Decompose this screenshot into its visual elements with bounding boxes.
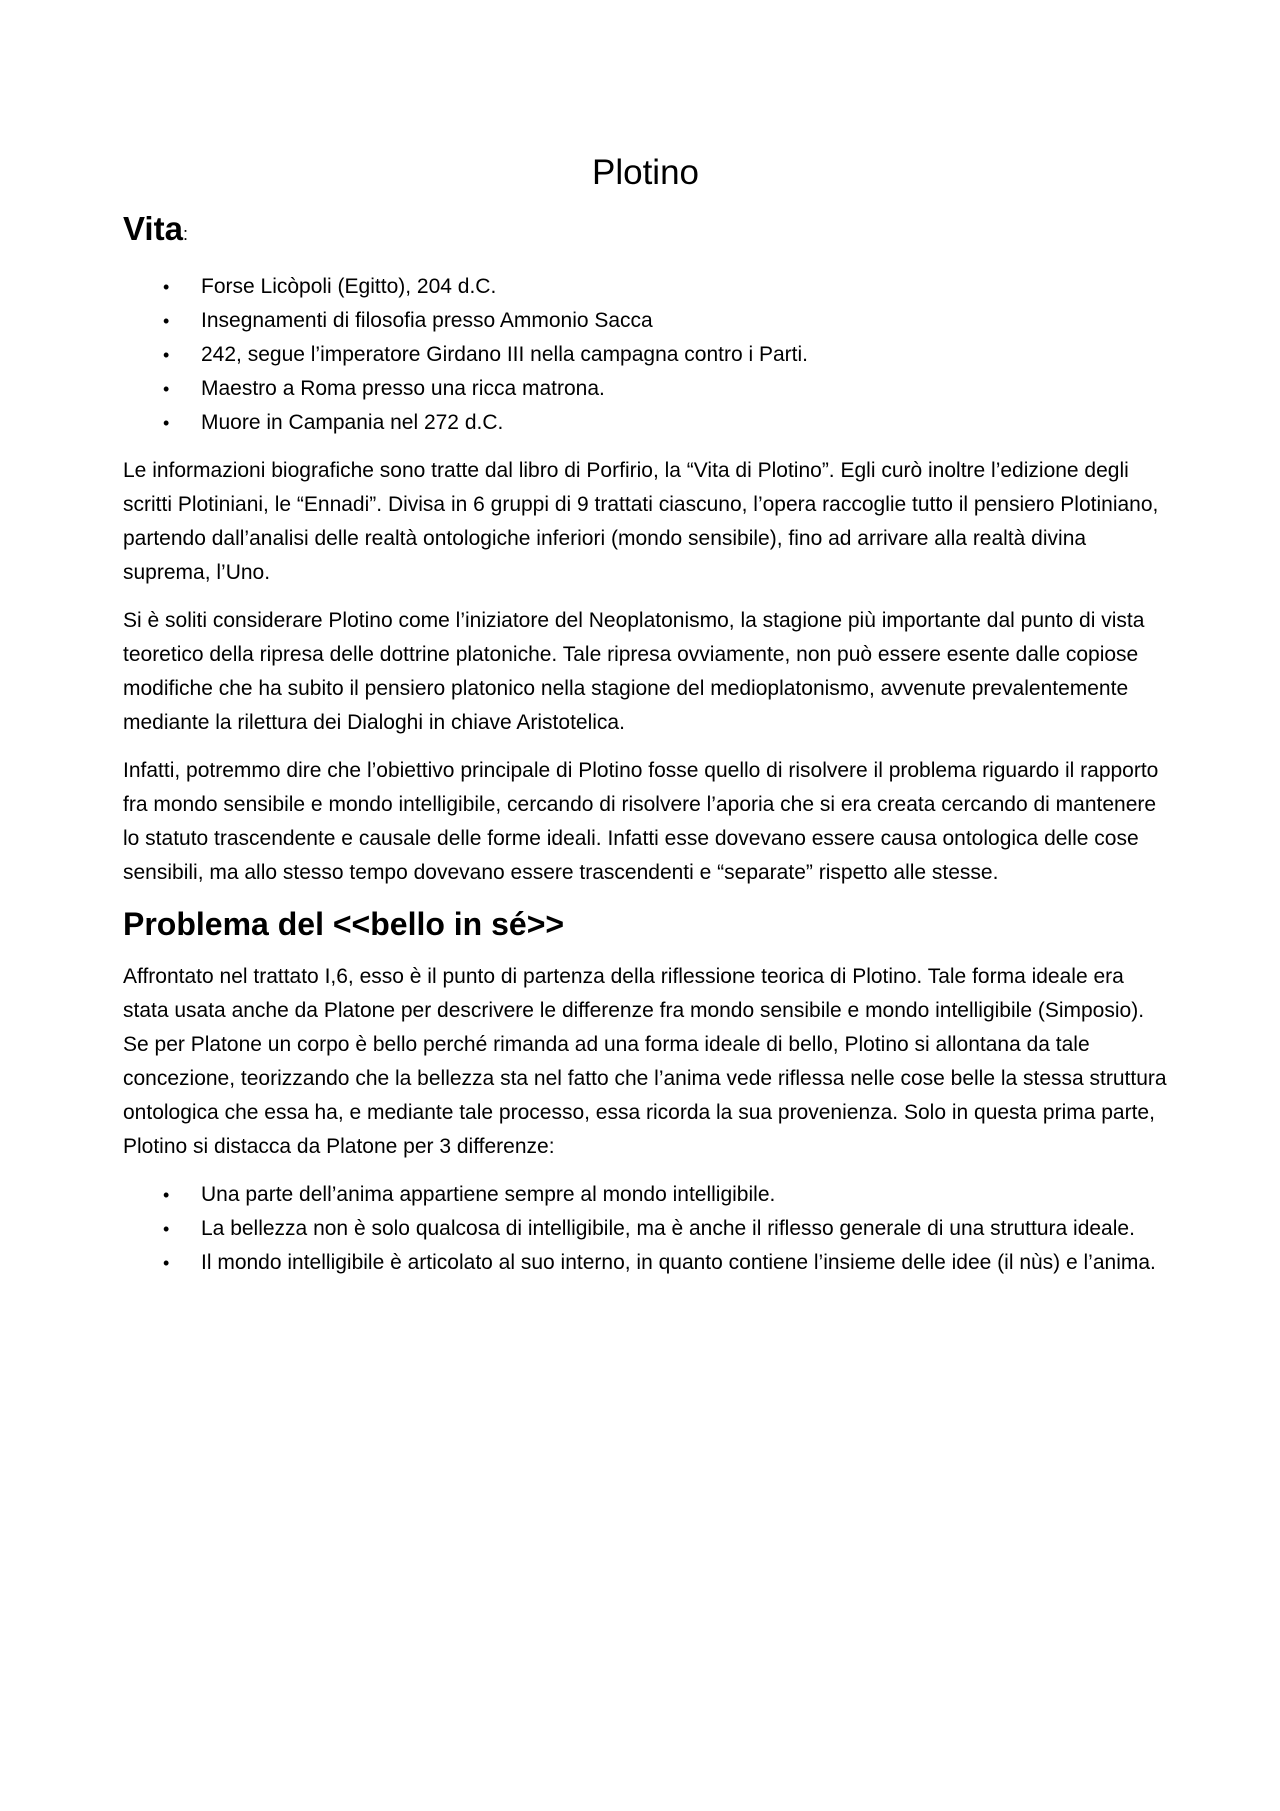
bullet-icon: • bbox=[163, 379, 170, 400]
bullet-icon: • bbox=[163, 277, 170, 298]
paragraph-neoplatonism: Si è soliti considerare Plotino come l’iniziatore del Neoplatonismo, la stagione più importante dal punto di vista teoretico della ripresa delle dottrine platoniche. Tale ripresa ovviamente, non può essere esente dalle copiose modifiche che ha subito il pensiero platonico nella stagione del medioplatonismo, avvenute prevalentemente mediante la rilettura dei Dialoghi in chiave Aristotelica. bbox=[123, 609, 1145, 735]
list-item bbox=[123, 270, 1168, 304]
vita-list bbox=[123, 270, 1168, 440]
bullet-icon: • bbox=[163, 311, 170, 332]
document-title: Plotino bbox=[591, 153, 700, 192]
list-item bbox=[123, 372, 1168, 406]
paragraph-biography-source: Le informazioni biografiche sono tratte dal libro di Porfirio, la “Vita di Plotino”. Egli curò inoltre l’edizione degli scritti Plotiniani, le “Ennadi”. Divisa in 6 gruppi di 9 trattati ciascuno, l’opera raccoglie tutto il pensiero Plotiniano, partendo dall’analisi delle realtà ontologiche inferiori (mondo sensibile), fino ad arrivare alla realtà divina suprema, l’Uno. bbox=[123, 459, 1159, 585]
list-item-text: 242, segue l’imperatore Girdano III nella campagna contro i Parti. bbox=[201, 343, 809, 367]
section-heading-bello: Problema del <<bello in sé>> bbox=[123, 906, 565, 943]
list-item-text: Il mondo intelligibile è articolato al suo interno, in quanto contiene l’insieme delle idee (il nùs) e l’anima. bbox=[201, 1250, 1156, 1274]
bullet-icon: • bbox=[163, 1184, 170, 1205]
bullet-icon: • bbox=[163, 1218, 170, 1239]
list-item bbox=[123, 1178, 1168, 1212]
bullet-icon: • bbox=[163, 345, 170, 366]
list-item-text: La bellezza non è solo qualcosa di intelligibile, ma è anche il riflesso generale di una struttura ideale. bbox=[201, 1216, 1135, 1240]
list-item bbox=[123, 1246, 1168, 1280]
list-item bbox=[123, 338, 1168, 372]
list-item-text: Una parte dell’anima appartiene sempre al mondo intelligibile. bbox=[201, 1182, 776, 1206]
paragraph-objective: Infatti, potremmo dire che l’obiettivo principale di Plotino fosse quello di risolvere il problema riguardo il rapporto fra mondo sensibile e mondo intelligibile, cercando di risolvere l’aporia che si era creata cercando di mantenere lo statuto trascendente e causale delle forme ideali. Infatti esse dovevano essere causa ontologica delle cose sensibili, ma allo stesso tempo dovevano essere trascendenti e “separate” rispetto alle stesse. bbox=[123, 759, 1159, 885]
paragraph-bello: Affrontato nel trattato I,6, esso è il punto di partenza della riflessione teorica di Plotino. Tale forma ideale era stata usata anche da Platone per descrivere le differenze fra mondo sensibile e mondo intelligibile (Simposio). Se per Platone un corpo è bello perché rimanda ad una forma ideale di bello, Plotino si allontana da tale concezione, teorizzando che la bellezza sta nel fatto che l’anima vede riflessa nelle cose belle la stessa struttura ontologica che essa ha, e mediante tale processo, essa ricorda la sua provenienza. Solo in questa prima parte, Plotino si distacca da Platone per 3 differenze: bbox=[123, 964, 1167, 1158]
list-item-text: Insegnamenti di filosofia presso Ammonio Sacca bbox=[201, 309, 653, 333]
bullet-icon: • bbox=[163, 1252, 170, 1273]
vita-heading-text: Vita bbox=[123, 209, 183, 247]
document-page bbox=[123, 150, 1168, 1280]
list-item bbox=[123, 304, 1168, 338]
vita-heading bbox=[123, 208, 1168, 251]
list-item-text: Maestro a Roma presso una ricca matrona. bbox=[201, 377, 605, 401]
differences-list bbox=[123, 1178, 1168, 1280]
list-item bbox=[123, 406, 1168, 440]
bullet-icon: • bbox=[163, 413, 170, 434]
vita-heading-colon: : bbox=[182, 223, 188, 244]
list-item-text: Muore in Campania nel 272 d.C. bbox=[201, 411, 504, 435]
list-item-text: Forse Licòpoli (Egitto), 204 d.C. bbox=[201, 275, 497, 299]
list-item bbox=[123, 1212, 1168, 1246]
